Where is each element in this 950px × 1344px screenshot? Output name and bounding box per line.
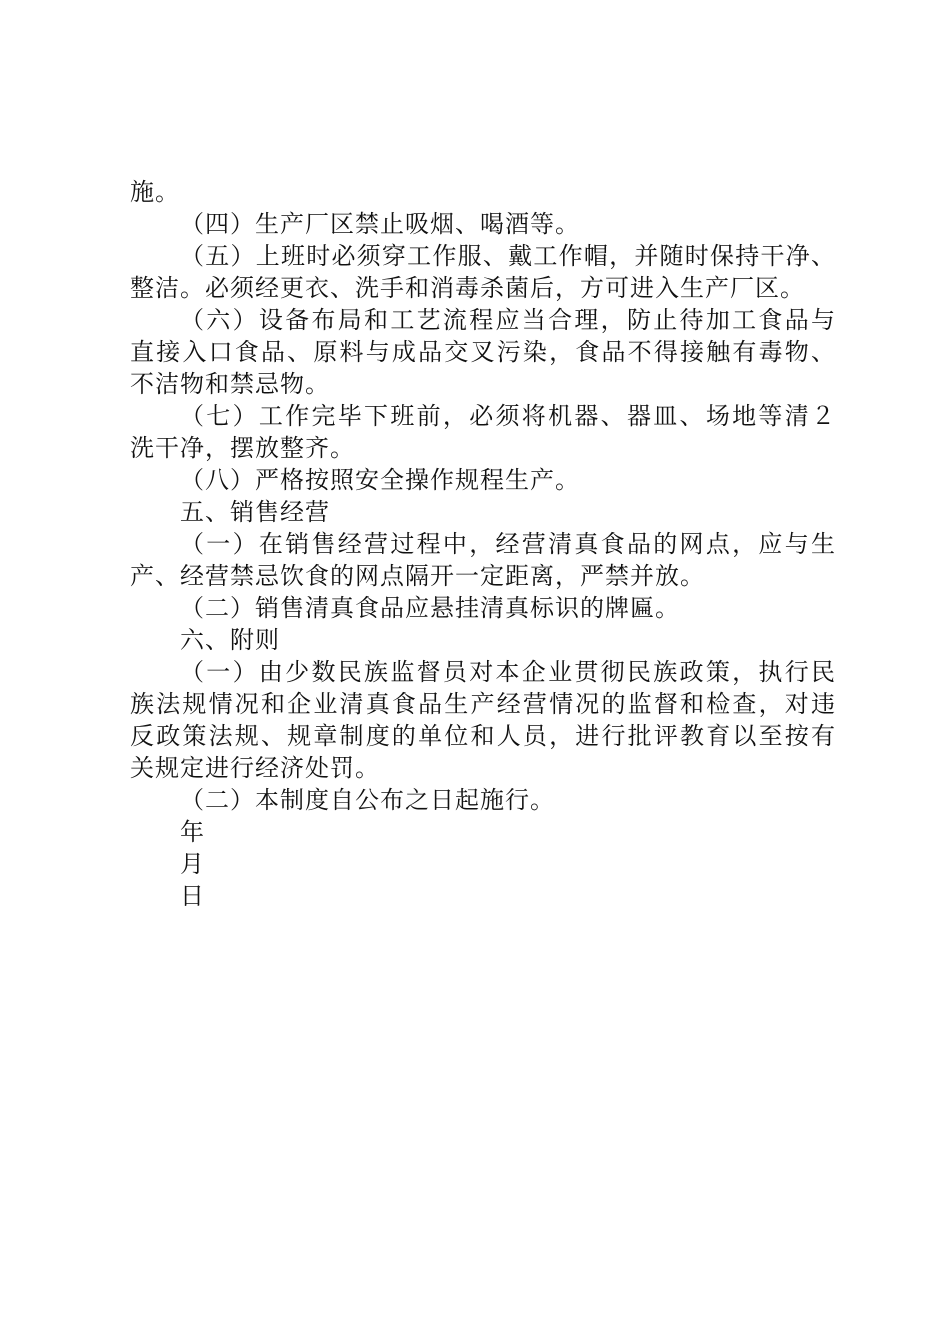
document-body <box>130 176 836 912</box>
section-heading: 五、销售经营 <box>180 498 330 526</box>
paragraph-line: 整洁。必须经更衣、洗手和消毒杀菌后，方可进入生产厂区。 <box>130 274 805 302</box>
paragraph-line: （八）严格按照安全操作规程生产。 <box>180 466 580 494</box>
paragraph-line: （一）在销售经营过程中，经营清真食品的网点，应与生 <box>180 530 836 558</box>
paragraph-line: （一）由少数民族监督员对本企业贯彻民族政策，执行民 <box>180 658 836 686</box>
paragraph-line: （二）销售清真食品应悬挂清真标识的牌匾。 <box>180 594 680 622</box>
paragraph-line: （二）本制度自公布之日起施行。 <box>180 786 555 814</box>
date-year-label: 年 <box>180 818 205 846</box>
paragraph-line: 洗干净，摆放整齐。 <box>130 434 355 462</box>
paragraph-line: （四）生产厂区禁止吸烟、喝酒等。 <box>180 210 580 238</box>
section-heading: 六、附则 <box>180 626 280 654</box>
date-month-label: 月 <box>180 850 205 878</box>
paragraph-line: 产、经营禁忌饮食的网点隔开一定距离，严禁并放。 <box>130 562 705 590</box>
paragraph-line: 施。 <box>130 178 180 206</box>
paragraph-line: 关规定进行经济处罚。 <box>130 754 380 782</box>
date-day-label: 日 <box>180 882 205 910</box>
paragraph-line: 族法规情况和企业清真食品生产经营情况的监督和检查，对违 <box>130 690 836 718</box>
paragraph-line: 反政策法规、规章制度的单位和人员，进行批评教育以至按有 <box>130 722 836 750</box>
paragraph-line: （七）工作完毕下班前，必须将机器、器皿、场地等清２ <box>180 402 836 430</box>
paragraph-line: 不洁物和禁忌物。 <box>130 370 330 398</box>
paragraph-line: （五）上班时必须穿工作服、戴工作帽，并随时保持干净、 <box>180 242 836 270</box>
paragraph-line: （六）设备布局和工艺流程应当合理，防止待加工食品与 <box>180 306 836 334</box>
paragraph-line: 直接入口食品、原料与成品交叉污染，食品不得接触有毒物、 <box>130 338 836 366</box>
